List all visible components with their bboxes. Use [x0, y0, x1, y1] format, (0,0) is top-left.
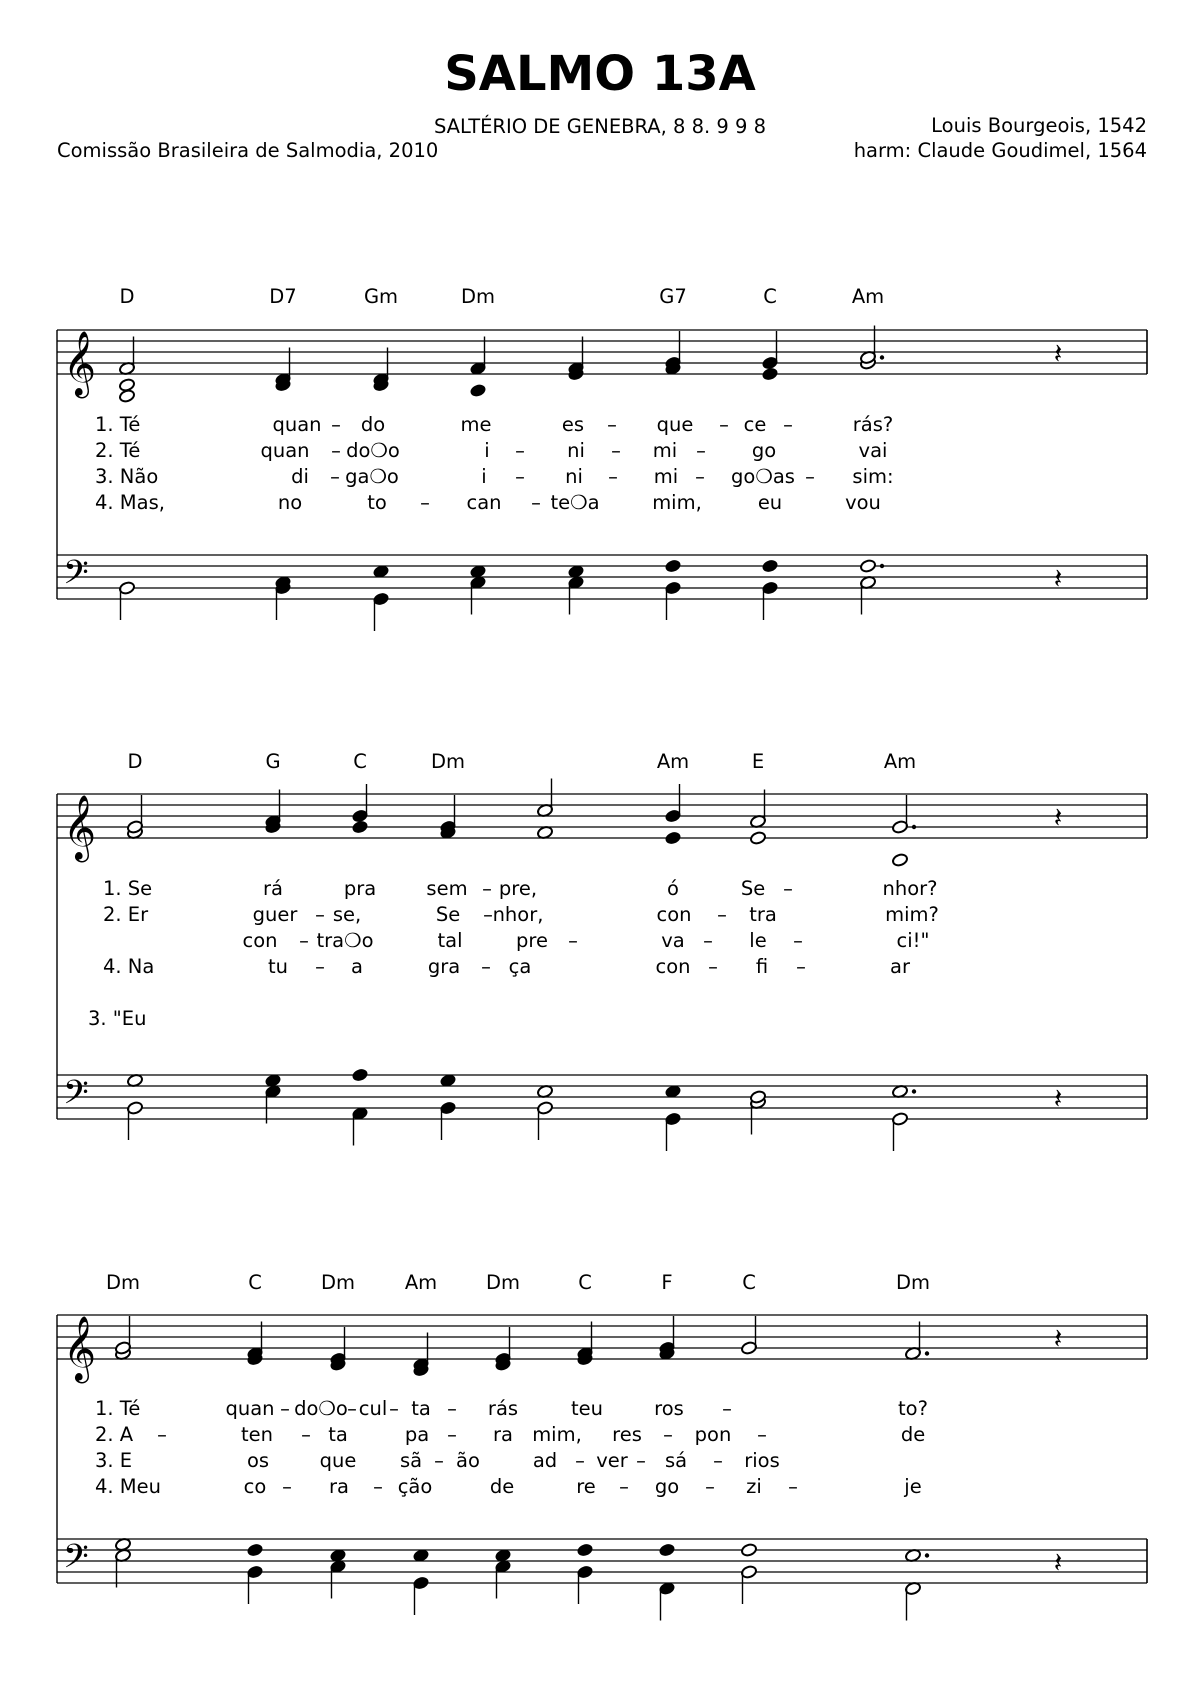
lyric-syllable: go — [654, 1475, 680, 1498]
lyric-syllable: fi — [755, 955, 769, 978]
chord-symbol: Dm — [105, 1271, 141, 1294]
lyric-syllable: – — [331, 413, 341, 436]
lyric-syllable: con — [655, 955, 691, 978]
lyric-syllable: 4. Na — [103, 955, 155, 978]
lyric-syllable: – — [696, 439, 706, 462]
lyric-syllable: ni — [565, 465, 583, 488]
lyric-syllable: ra — [329, 1475, 349, 1498]
lyric-syllable: – — [805, 465, 815, 488]
lyric-syllable: i — [484, 439, 490, 462]
lyric-syllable: sem — [426, 877, 468, 900]
lyric-syllable: do❍o — [294, 1397, 348, 1420]
quarter-rest-icon: 𝄽 — [1053, 562, 1063, 595]
lyric-syllable: 3. E — [95, 1449, 133, 1472]
lyric-syllable: 2. A — [95, 1423, 134, 1446]
lyric-syllable: – — [373, 1475, 383, 1498]
lyric-syllable: – — [608, 465, 618, 488]
lyric-syllable: – — [347, 1397, 357, 1420]
note-head — [577, 1543, 594, 1557]
lyric-syllable: – — [483, 903, 493, 926]
lyric-syllable: tal — [437, 929, 463, 952]
lyric-syllable: pre — [516, 929, 548, 952]
lyric-syllable: – — [788, 1475, 798, 1498]
lyric-syllable: – — [420, 491, 430, 514]
treble-staff — [57, 1315, 1147, 1383]
lyric-syllable: nhor, — [492, 903, 544, 926]
chord-symbol: Am — [851, 285, 885, 308]
bass-clef-icon: 𝄢 — [63, 1538, 89, 1584]
lyric-syllable: – — [719, 413, 729, 436]
lyric-syllable: ta — [411, 1397, 431, 1420]
lyric-syllable: eu — [757, 491, 783, 514]
lyric-syllable: pa — [404, 1423, 430, 1446]
lyric-syllable: de — [900, 1423, 926, 1446]
system-2 — [57, 750, 1147, 1151]
lyric-syllable: mi — [653, 465, 679, 488]
composer-credit: Louis Bourgeois, 1542 — [931, 114, 1147, 137]
bass-staff — [57, 1537, 1147, 1620]
lyric-syllable: quan — [260, 439, 310, 462]
lyric-syllable: tra❍o — [316, 929, 374, 952]
chord-symbol: Dm — [430, 750, 466, 773]
dot — [880, 355, 884, 359]
note-head — [470, 383, 487, 397]
lyric-syllable: – — [315, 955, 325, 978]
lyric-syllable: re — [576, 1475, 596, 1498]
lyric-syllable: – — [796, 955, 806, 978]
lyric-syllable: ão — [456, 1449, 480, 1472]
lyric-syllable: vai — [858, 439, 888, 462]
chord-symbol: Dm — [460, 285, 496, 308]
lyric-syllable: – — [757, 1423, 767, 1446]
lyric-syllable: 4. Meu — [95, 1475, 161, 1498]
lyric-syllable: tu — [267, 955, 289, 978]
lyric-syllable: ta — [328, 1423, 348, 1446]
lyric-syllable: – — [331, 439, 341, 462]
chord-symbol: Dm — [895, 1271, 931, 1294]
lyric-syllable: – — [636, 1449, 646, 1472]
lyric-syllable: – — [783, 413, 793, 436]
music-systems — [57, 285, 1147, 1621]
lyric-syllable: – — [531, 491, 541, 514]
quarter-rest-icon: 𝄽 — [1053, 1322, 1063, 1355]
note-head — [119, 378, 136, 392]
lyric-syllable: ra — [493, 1423, 513, 1446]
lyric-syllable: va — [661, 929, 685, 952]
lyric-syllable: quan — [225, 1397, 275, 1420]
verse-label: 3. "Eu — [88, 1007, 147, 1030]
lyric-syllable: – — [717, 903, 727, 926]
note-head — [741, 1543, 758, 1557]
chord-symbol: G7 — [659, 285, 687, 308]
lyric-syllable: 3. Não — [95, 465, 159, 488]
harmonizer-credit: harm: Claude Goudimel, 1564 — [853, 139, 1147, 162]
header — [57, 46, 1147, 162]
lyric-syllable: mim, — [532, 1423, 582, 1446]
note-head — [665, 831, 682, 845]
chord-symbol: C — [763, 285, 777, 308]
lyric-syllable: – — [722, 1397, 732, 1420]
lyric-syllable: rás? — [852, 413, 894, 436]
lyric-syllable: teu — [570, 1397, 604, 1420]
lyric-syllable: di — [291, 465, 309, 488]
lyric-syllable: – — [434, 1449, 444, 1472]
treble-clef-icon: 𝄞 — [63, 795, 97, 860]
lyric-syllable: guer — [252, 903, 298, 926]
lyric-syllable: 1. Se — [103, 877, 153, 900]
note-head — [247, 1543, 264, 1557]
system-3 — [57, 1271, 1147, 1621]
lyric-syllable: os — [246, 1449, 270, 1472]
chord-symbol: Dm — [485, 1271, 521, 1294]
lyric-syllable: res — [612, 1423, 642, 1446]
lyric-syllable: – — [299, 929, 309, 952]
chord-symbol: Am — [883, 750, 917, 773]
lyric-syllable: que — [656, 413, 694, 436]
lyric-syllable: – — [607, 413, 617, 436]
note-head — [860, 559, 877, 573]
lyric-syllable: sá — [664, 1449, 688, 1472]
note-head — [762, 367, 779, 381]
lyric-syllable: sã — [399, 1449, 423, 1472]
lyric-syllable: no — [277, 491, 303, 514]
lyric-syllable: – — [447, 1397, 457, 1420]
lyric-syllable: – — [663, 1423, 673, 1446]
lyric-syllable: ver — [596, 1449, 628, 1472]
lyric-syllable: – — [713, 1449, 723, 1472]
lyric-syllable: – — [705, 1475, 715, 1498]
lyric-syllable: ten — [240, 1423, 274, 1446]
lyric-syllable: pre, — [498, 877, 538, 900]
lyric-syllable: rios — [744, 1449, 780, 1472]
lyric-syllable: zi — [746, 1475, 762, 1498]
lyric-syllable: to — [367, 491, 387, 514]
lyric-syllable: – — [611, 439, 621, 462]
chord-symbol: C — [353, 750, 367, 773]
lyric-syllable: mim, — [652, 491, 702, 514]
lyric-syllable: gra — [427, 955, 461, 978]
lyric-syllable: pra — [343, 877, 377, 900]
lyric-syllable: nhor? — [882, 877, 938, 900]
treble-staff — [57, 779, 1147, 868]
lyric-syllable: con — [242, 929, 278, 952]
chord-symbol: D — [119, 285, 135, 308]
lyric-syllable: que — [319, 1449, 357, 1472]
chord-symbol: C — [742, 1271, 756, 1294]
lyric-syllable: – — [619, 1475, 629, 1498]
lyric-syllable: Se — [740, 877, 766, 900]
quarter-rest-icon: 𝄽 — [1053, 801, 1063, 834]
lyric-syllable: Se — [435, 903, 461, 926]
lyric-syllable: pon — [694, 1423, 732, 1446]
lyric-syllable: tra — [749, 903, 777, 926]
lyric-syllable: ó — [667, 877, 679, 900]
lyric-syllable: – — [282, 1475, 292, 1498]
lyric-syllable: 4. Mas, — [95, 491, 165, 514]
lyric-syllable: – — [447, 1423, 457, 1446]
lyric-syllable: – — [793, 929, 803, 952]
dot — [912, 1089, 916, 1093]
lyric-syllable: es — [561, 413, 585, 436]
bass-clef-icon: 𝄢 — [63, 554, 89, 600]
chord-symbol: C — [248, 1271, 262, 1294]
lyric-syllable: i — [481, 465, 487, 488]
treble-clef-icon: 𝄞 — [63, 1316, 97, 1381]
lyric-syllable: – — [703, 929, 713, 952]
lyric-syllable: de — [489, 1475, 515, 1498]
lyric-syllable: rás — [487, 1397, 519, 1420]
note-head — [750, 831, 767, 845]
chord-symbol: G — [265, 750, 281, 773]
dot — [880, 564, 884, 568]
lyric-syllable: ni — [567, 439, 585, 462]
chord-symbol: Am — [656, 750, 690, 773]
lyric-syllable: – — [280, 1397, 290, 1420]
lyric-syllable: – — [481, 955, 491, 978]
note-head — [659, 1543, 676, 1557]
lyric-syllable: – — [330, 465, 340, 488]
lyric-syllable: – — [157, 1423, 167, 1446]
note-head — [352, 820, 369, 834]
dot — [925, 1553, 929, 1557]
quarter-rest-icon: 𝄽 — [1053, 1546, 1063, 1579]
lyric-syllable: cul — [358, 1397, 388, 1420]
lyric-syllable: ci!" — [896, 929, 930, 952]
lyric-syllable: – — [515, 439, 525, 462]
lyric-syllable: ga❍o — [345, 465, 399, 488]
lyric-syllable: can — [466, 491, 502, 514]
chord-symbol: D — [127, 750, 143, 773]
note-head — [665, 559, 682, 573]
chord-symbol: D7 — [269, 285, 297, 308]
treble-staff — [57, 326, 1147, 404]
bass-clef-icon: 𝄢 — [63, 1074, 89, 1120]
lyric-syllable: me — [460, 413, 492, 436]
lyric-syllable: – — [708, 955, 718, 978]
lyric-syllable: a — [351, 955, 363, 978]
lyric-syllable: mim? — [885, 903, 939, 926]
chord-symbol: F — [661, 1271, 673, 1294]
lyric-syllable: quan — [272, 413, 322, 436]
lyric-syllable: co — [243, 1475, 267, 1498]
lyric-syllable: – — [568, 929, 578, 952]
lyric-syllable: – — [301, 1423, 311, 1446]
dot — [925, 1351, 929, 1355]
lyric-syllable: ça — [508, 955, 532, 978]
lyric-syllable: do❍o — [346, 439, 400, 462]
system-1 — [57, 285, 1147, 631]
lyric-syllable: te❍a — [550, 491, 600, 514]
lyric-syllable: 2. Té — [95, 439, 141, 462]
lyric-syllable: go❍as — [731, 465, 795, 488]
lyric-syllable: go — [751, 439, 777, 462]
lyric-syllable: to? — [898, 1397, 928, 1420]
lyric-syllable: – — [783, 877, 793, 900]
quarter-rest-icon: 𝄽 — [1053, 1082, 1063, 1115]
lyric-syllable: ros — [654, 1397, 684, 1420]
lyric-syllable: sim: — [852, 465, 894, 488]
chord-symbol: Dm — [320, 1271, 356, 1294]
lyric-syllable: – — [482, 877, 492, 900]
chord-symbol: Gm — [363, 285, 399, 308]
bass-staff — [57, 554, 1147, 631]
lyric-syllable: con — [656, 903, 692, 926]
lyric-syllable: 1. Té — [95, 1397, 141, 1420]
lyric-syllable: mi — [652, 439, 678, 462]
lyric-syllable: – — [575, 1449, 585, 1472]
lyric-syllable: rá — [263, 877, 283, 900]
lyric-syllable: le — [749, 929, 767, 952]
lyric-syllable: – — [515, 465, 525, 488]
lyric-syllable: ção — [397, 1475, 433, 1498]
note-head — [762, 559, 779, 573]
note-head — [352, 1068, 369, 1082]
treble-clef-icon: 𝄞 — [63, 331, 97, 396]
lyric-syllable: je — [904, 1475, 922, 1498]
note-head — [892, 853, 909, 867]
bass-staff — [57, 1068, 1147, 1151]
lyric-syllable: – — [695, 465, 705, 488]
lyric-syllable: do — [360, 413, 386, 436]
chord-symbol: E — [751, 750, 765, 773]
tune-name: SALTÉRIO DE GENEBRA, 8 8. 9 9 8 — [433, 115, 767, 138]
dot — [912, 825, 916, 829]
lyric-syllable: ad — [532, 1449, 558, 1472]
chord-symbol: C — [578, 1271, 592, 1294]
lyric-syllable: 1. Té — [95, 413, 141, 436]
page-title: SALMO 13A — [444, 46, 756, 102]
lyric-syllable: ce — [743, 413, 767, 436]
quarter-rest-icon: 𝄽 — [1053, 337, 1063, 370]
lyric-syllable: – — [315, 903, 325, 926]
lyric-syllable: se, — [332, 903, 362, 926]
lyric-syllable: ar — [890, 955, 910, 978]
chord-symbol: Am — [404, 1271, 438, 1294]
lyric-syllable: vou — [845, 491, 881, 514]
lyric-syllable: 2. Er — [103, 903, 149, 926]
lyric-syllable: – — [389, 1397, 399, 1420]
translator-credit: Comissão Brasileira de Salmodia, 2010 — [57, 139, 439, 162]
